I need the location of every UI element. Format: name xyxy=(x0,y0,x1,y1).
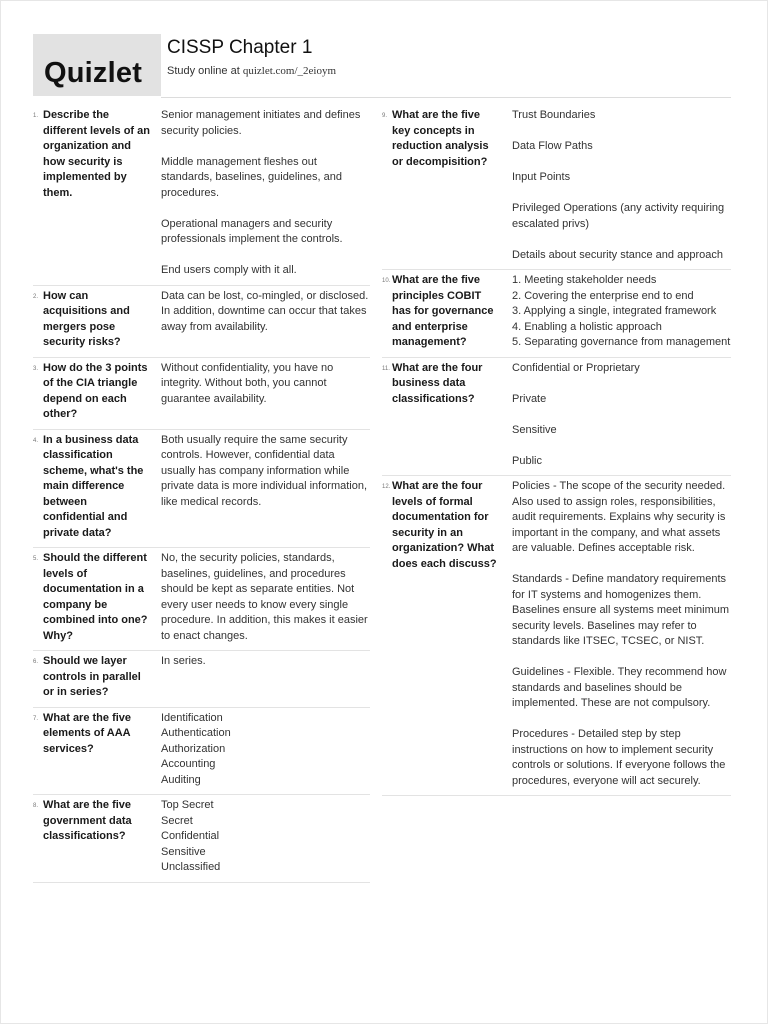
card-answer: Both usually require the same security controls. However, confidential data usually has company information while private data is more individual information, like medical records. xyxy=(161,433,368,508)
card-question: What are the four levels of formal documentation for security in an organization? What does each discuss? xyxy=(392,480,497,570)
card-question: Should we layer controls in parallel or in series? xyxy=(43,655,141,698)
card-question: Should the different levels of documentation in a company be combined into one? Why? xyxy=(43,552,148,642)
right-card-column xyxy=(382,108,731,799)
card-number: 3. xyxy=(33,365,39,372)
flashcard-row xyxy=(33,654,370,708)
flashcard-row xyxy=(382,479,731,796)
flashcard-row xyxy=(33,711,370,796)
left-card-column xyxy=(33,108,370,886)
card-answer: Identification Authentication Authorization Accounting Auditing xyxy=(161,711,231,786)
card-answer: Confidential or Proprietary Private Sensitive Public xyxy=(512,361,640,467)
flashcard-row xyxy=(33,108,370,286)
card-number: 12. xyxy=(382,484,391,490)
study-online-line xyxy=(167,64,337,79)
flashcard-row xyxy=(33,361,370,430)
card-number: 4. xyxy=(33,437,39,444)
card-question: What are the five elements of AAA services? xyxy=(43,711,132,755)
card-question: How do the 3 points of the CIA triangle depend on each other? xyxy=(43,361,148,420)
card-number: 2. xyxy=(33,293,39,300)
card-answer: Senior management initiates and defines security policies. Middle management fleshes out standards, baselines, guidelines, and procedures. Operational managers and security professionals implement the controls. End users comply with it all. xyxy=(161,109,361,276)
card-answer: 1. Meeting stakeholder needs 2. Covering the enterprise end to end 3. Applying a single, integrated framework 4. Enabling a holistic approach 5. Separating governance from management xyxy=(512,274,731,348)
card-number: 10. xyxy=(382,278,391,284)
flashcard-row xyxy=(382,361,731,477)
card-question: How can acquisitions and mergers pose security risks? xyxy=(43,289,130,348)
header-divider xyxy=(161,97,731,98)
study-url[interactable]: quizlet.com/_2eioym xyxy=(242,65,337,77)
flashcard-row xyxy=(33,289,370,358)
card-number: 8. xyxy=(33,803,39,809)
card-answer: Trust Boundaries Data Flow Paths Input Points Privileged Operations (any activity requiring escalated privs) Details about security stance and approach xyxy=(512,109,725,261)
card-answer: No, the security policies, standards, baselines, guidelines, and procedures should be kept as separate entities. Not every user needs to know every single procedure. In addition, this makes it easier to enact changes. xyxy=(161,552,368,642)
card-question: What are the four business data classifications? xyxy=(392,361,483,405)
flashcard-row xyxy=(33,551,370,651)
study-prefix: Study online at xyxy=(167,65,243,77)
card-number: 1. xyxy=(33,113,39,119)
card-answer: Data can be lost, co-mingled, or disclosed. In addition, downtime can occur that takes away from availability. xyxy=(161,289,369,333)
card-answer: In series. xyxy=(161,655,206,667)
page-title: CISSP Chapter 1 xyxy=(167,37,313,58)
card-answer: Policies - The scope of the security needed. Also used to assign roles, responsibilities, audit requirements. Explains why security is important in the company, and what assets are valuable. Defines acceptable risk. Standards - Define mandatory requirements for IT systems and homogenizes them. Baselines ensure all systems meet minimum security levels. Baselines may refer to standards like ITSEC, TCSEC, or NIST. Guidelines - Flexible. They recommend how standards and baselines should be implemented. These are not compulsory. Procedures - Detailed step by step instructions on how to implement security controls or solutions. If everyone follows the procedures, everyone will act securely. xyxy=(512,480,730,787)
card-answer: Without confidentiality, you have no integrity. Without both, you cannot guarantee availability. xyxy=(161,361,334,405)
card-number: 6. xyxy=(33,659,39,665)
card-question: In a business data classification scheme, what's the main difference between confidential and private data? xyxy=(43,433,144,539)
card-number: 5. xyxy=(33,556,39,562)
logo-text: Quizlet xyxy=(44,57,143,89)
flashcard-row xyxy=(382,108,731,270)
card-number: 7. xyxy=(33,715,39,722)
flashcard-row xyxy=(33,798,370,883)
card-question: What are the five government data classifications? xyxy=(43,799,132,842)
card-number: 11. xyxy=(382,365,390,372)
quizlet-logo xyxy=(33,34,161,96)
flashcard-row xyxy=(382,273,731,358)
card-question: Describe the different levels of an organization and how security is implemented by them. xyxy=(43,109,150,199)
flashcard-row xyxy=(33,433,370,549)
card-answer: Top Secret Secret Confidential Sensitive Unclassified xyxy=(161,799,221,873)
card-number: 9. xyxy=(382,113,388,119)
card-question: What are the five key concepts in reduction analysis or decompisition? xyxy=(392,109,489,168)
card-question: What are the five principles COBIT has for governance and enterprise management? xyxy=(392,274,494,348)
